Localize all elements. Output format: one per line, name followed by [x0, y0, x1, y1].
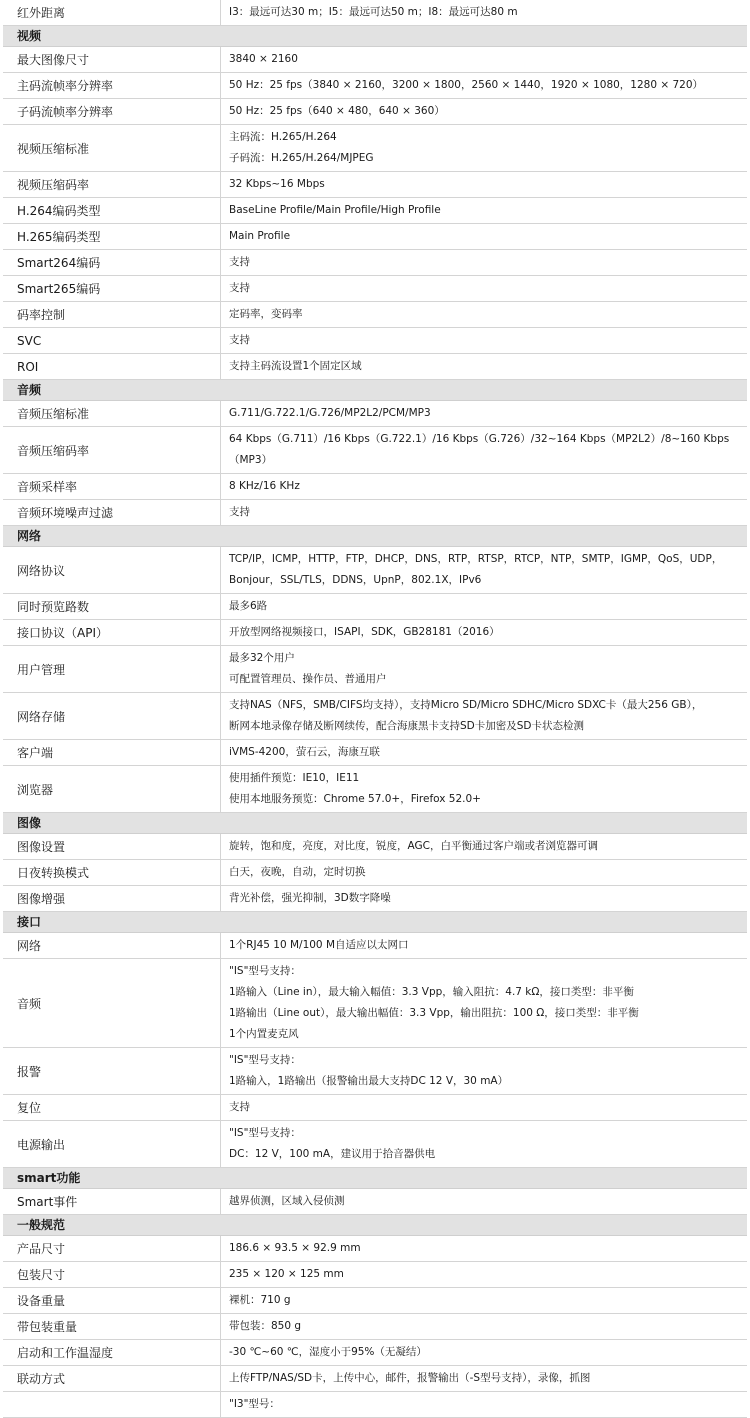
- spec-value-line: 支持主码流设置1个固定区域: [229, 360, 362, 372]
- spec-row: [3, 73, 747, 99]
- spec-label: 用户管理: [3, 646, 221, 692]
- spec-value-line: 最多32个用户: [229, 652, 295, 664]
- spec-row: [3, 474, 747, 500]
- spec-value: [221, 693, 747, 739]
- spec-value-line: 背光补偿，强光抑制，3D数字降噪: [229, 892, 391, 904]
- spec-label: 网络协议: [3, 547, 221, 593]
- spec-value-line: 带包装：850 g: [229, 1320, 302, 1332]
- spec-row: [3, 620, 747, 646]
- spec-label: Smart264编码: [3, 250, 221, 275]
- spec-value-line: 3840 × 2160: [229, 53, 298, 65]
- spec-row: [3, 172, 747, 198]
- spec-value-line: Main Profile: [229, 230, 291, 242]
- spec-value: [221, 99, 747, 124]
- spec-value-line: 旋转，饱和度，亮度，对比度，锐度，AGC，白平衡通过客户端或者浏览器可调: [229, 840, 598, 852]
- spec-value-line: 最多6路: [229, 600, 268, 612]
- spec-row: [3, 886, 747, 912]
- spec-label: 音频压缩码率: [3, 427, 221, 473]
- spec-label: 报警: [3, 1048, 221, 1094]
- spec-value-line: "I3"型号：: [229, 1398, 280, 1410]
- spec-value: [221, 172, 747, 197]
- section-header: 网络: [3, 526, 747, 547]
- spec-value: [221, 0, 747, 25]
- spec-row: [3, 646, 747, 693]
- spec-value: [221, 328, 747, 353]
- spec-label: Smart265编码: [3, 276, 221, 301]
- spec-label: 音频: [3, 959, 221, 1047]
- spec-row: [3, 1262, 747, 1288]
- spec-row: [3, 302, 747, 328]
- spec-label: 子码流帧率分辨率: [3, 99, 221, 124]
- spec-value: [221, 959, 747, 1047]
- spec-label: 音频采样率: [3, 474, 221, 499]
- spec-label: H.264编码类型: [3, 198, 221, 223]
- spec-row: [3, 1392, 747, 1418]
- spec-value-line: DC：12 V，100 mA，建议用于拾音器供电: [229, 1148, 436, 1160]
- section-header: 音频: [3, 380, 747, 401]
- spec-row: [3, 1121, 747, 1168]
- spec-value: [221, 740, 747, 765]
- spec-value-line: 使用本地服务预览：Chrome 57.0+，Firefox 52.0+: [229, 793, 481, 805]
- spec-row: [3, 860, 747, 886]
- spec-label: 启动和工作温湿度: [3, 1340, 221, 1365]
- spec-value-line: 裸机：710 g: [229, 1294, 291, 1306]
- spec-value-line: 支持: [229, 334, 250, 346]
- spec-row: [3, 933, 747, 959]
- spec-value-line: 1路输入，1路输出（报警输出最大支持DC 12 V，30 mA）: [229, 1075, 509, 1087]
- section-header: 视频: [3, 26, 747, 47]
- spec-value-line: 1个RJ45 10 M/100 M自适应以太网口: [229, 939, 409, 951]
- spec-value-line: 开放型网络视频接口，ISAPI，SDK，GB28181（2016）: [229, 626, 500, 638]
- section-header: 接口: [3, 912, 747, 933]
- spec-value: [221, 354, 747, 379]
- spec-value: [221, 1340, 747, 1365]
- spec-label: Smart事件: [3, 1189, 221, 1214]
- spec-value: [221, 1189, 747, 1214]
- spec-label: 音频压缩标准: [3, 401, 221, 426]
- spec-value-line: 1个内置麦克风: [229, 1028, 299, 1040]
- spec-value: [221, 1366, 747, 1391]
- spec-row: [3, 1189, 747, 1215]
- spec-value: [221, 886, 747, 911]
- spec-row: [3, 1288, 747, 1314]
- spec-label: 红外距离: [3, 0, 221, 25]
- spec-label: 视频压缩标准: [3, 125, 221, 171]
- spec-value-line: 支持: [229, 256, 250, 268]
- spec-label: 产品尺寸: [3, 1236, 221, 1261]
- spec-value: [221, 547, 747, 593]
- spec-label: 包装尺寸: [3, 1262, 221, 1287]
- spec-value: [221, 1314, 747, 1339]
- spec-row: [3, 594, 747, 620]
- spec-label: 浏览器: [3, 766, 221, 812]
- spec-label: 带包装重量: [3, 1314, 221, 1339]
- spec-value: [221, 474, 747, 499]
- spec-value-line: 断网本地录像存储及断网续传，配合海康黑卡支持SD卡加密及SD卡状态检测: [229, 720, 584, 732]
- spec-label: 日夜转换模式: [3, 860, 221, 885]
- spec-label: 网络: [3, 933, 221, 958]
- spec-value-line: 定码率，变码率: [229, 308, 303, 320]
- spec-label: 码率控制: [3, 302, 221, 327]
- spec-table: [3, 0, 747, 1418]
- spec-row: [3, 834, 747, 860]
- spec-label: 电源输出: [3, 1121, 221, 1167]
- spec-label: 客户端: [3, 740, 221, 765]
- spec-value-line: 支持: [229, 1101, 250, 1113]
- spec-value-line: 可配置管理员、操作员、普通用户: [229, 673, 387, 685]
- spec-value-line: 主码流：H.265/H.264: [229, 131, 337, 143]
- spec-value: [221, 766, 747, 812]
- section-header: smart功能: [3, 1168, 747, 1189]
- spec-value: [221, 250, 747, 275]
- spec-row: [3, 354, 747, 380]
- spec-row: [3, 693, 747, 740]
- spec-row: [3, 47, 747, 73]
- spec-value: [221, 1236, 747, 1261]
- spec-value-line: 50 Hz：25 fps（3840 × 2160，3200 × 1800，2560 × 1440，1920 × 1080，1280 × 720）: [229, 79, 704, 91]
- section-header: 一般规范: [3, 1215, 747, 1236]
- spec-row: [3, 1314, 747, 1340]
- spec-value-line: -30 ℃~60 ℃，湿度小于95%（无凝结）: [229, 1346, 427, 1358]
- spec-value: [221, 1262, 747, 1287]
- spec-value: [221, 73, 747, 98]
- spec-value-line: 1路输出（Line out），最大输出幅值：3.3 Vpp，输出阻抗：100 Ω，接口类型：非平衡: [229, 1007, 639, 1019]
- spec-label: 同时预览路数: [3, 594, 221, 619]
- spec-value-line: iVMS-4200，萤石云，海康互联: [229, 746, 380, 758]
- spec-row: [3, 500, 747, 526]
- spec-value-line: 上传FTP/NAS/SD卡，上传中心，邮件，报警输出（-S型号支持），录像，抓图: [229, 1372, 591, 1384]
- spec-value: [221, 933, 747, 958]
- section-header: 图像: [3, 813, 747, 834]
- spec-value-line: I3：最远可达30 m；I5：最远可达50 m；I8：最远可达80 m: [229, 6, 518, 18]
- spec-value-line: 支持: [229, 282, 250, 294]
- spec-value-line: 235 × 120 × 125 mm: [229, 1268, 344, 1280]
- spec-value-line: 32 Kbps~16 Mbps: [229, 178, 325, 190]
- spec-label: 网络存储: [3, 693, 221, 739]
- spec-label: 音频环境噪声过滤: [3, 500, 221, 525]
- spec-value: [221, 1392, 747, 1417]
- spec-value: [221, 401, 747, 426]
- spec-value-line: G.711/G.722.1/G.726/MP2L2/PCM/MP3: [229, 407, 431, 419]
- spec-value: [221, 276, 747, 301]
- spec-value-line: 50 Hz：25 fps（640 × 480，640 × 360）: [229, 105, 445, 117]
- spec-value-line: 64 Kbps（G.711）/16 Kbps（G.722.1）/16 Kbps（G.726）/32~164 Kbps（MP2L2）/8~160 Kbps（MP3）: [229, 433, 730, 466]
- spec-row: [3, 427, 747, 474]
- spec-label: 复位: [3, 1095, 221, 1120]
- spec-value-line: 子码流：H.265/H.264/MJPEG: [229, 152, 374, 164]
- spec-label: 最大图像尺寸: [3, 47, 221, 72]
- spec-value: [221, 1288, 747, 1313]
- spec-value: [221, 224, 747, 249]
- spec-value: [221, 860, 747, 885]
- spec-row: [3, 401, 747, 427]
- spec-value: [221, 834, 747, 859]
- spec-label: 接口协议（API）: [3, 620, 221, 645]
- spec-value-line: 白天，夜晚，自动，定时切换: [229, 866, 366, 878]
- spec-value: [221, 47, 747, 72]
- spec-label: 主码流帧率分辨率: [3, 73, 221, 98]
- spec-value-line: 使用插件预览：IE10，IE11: [229, 772, 360, 784]
- spec-row: [3, 1236, 747, 1262]
- spec-value-line: BaseLine Profile/Main Profile/High Profile: [229, 204, 441, 216]
- spec-row: [3, 328, 747, 354]
- spec-label: ROI: [3, 354, 221, 379]
- spec-row: [3, 198, 747, 224]
- spec-value-line: 支持NAS（NFS，SMB/CIFS均支持），支持Micro SD/Micro SDHC/Micro SDXC卡（最大256 GB），: [229, 699, 703, 711]
- spec-label: 设备重量: [3, 1288, 221, 1313]
- spec-label: 联动方式: [3, 1366, 221, 1391]
- spec-value: [221, 1121, 747, 1167]
- spec-value-line: 1路输入（Line in），最大输入幅值：3.3 Vpp，输入阻抗：4.7 kΩ，接口类型：非平衡: [229, 986, 634, 998]
- spec-value: [221, 198, 747, 223]
- spec-row: [3, 276, 747, 302]
- spec-value: [221, 646, 747, 692]
- spec-value-line: "IS"型号支持：: [229, 1054, 301, 1066]
- spec-value: [221, 500, 747, 525]
- spec-label: SVC: [3, 328, 221, 353]
- spec-value-line: "IS"型号支持：: [229, 1127, 301, 1139]
- spec-value: [221, 427, 747, 473]
- spec-value-line: TCP/IP，ICMP，HTTP，FTP，DHCP，DNS，RTP，RTSP，RTCP，NTP，SMTP，IGMP，QoS，UDP，Bonjour，SSL/TLS，DDNS，UpnP，802.1X，IPv6: [229, 553, 723, 586]
- spec-value-line: 支持: [229, 506, 250, 518]
- spec-value: [221, 302, 747, 327]
- spec-value-line: 越界侦测，区域入侵侦测: [229, 1195, 345, 1207]
- spec-value-line: "IS"型号支持：: [229, 965, 301, 977]
- spec-value-line: 8 KHz/16 KHz: [229, 480, 300, 492]
- spec-row: [3, 1340, 747, 1366]
- spec-value: [221, 1095, 747, 1120]
- spec-row: [3, 740, 747, 766]
- spec-value-line: 186.6 × 93.5 × 92.9 mm: [229, 1242, 361, 1254]
- spec-label: [3, 1392, 221, 1417]
- spec-label: H.265编码类型: [3, 224, 221, 249]
- spec-row: [3, 1095, 747, 1121]
- spec-row: [3, 0, 747, 26]
- spec-row: [3, 1048, 747, 1095]
- spec-row: [3, 766, 747, 813]
- spec-value: [221, 1048, 747, 1094]
- spec-row: [3, 547, 747, 594]
- spec-row: [3, 99, 747, 125]
- spec-value: [221, 125, 747, 171]
- spec-row: [3, 250, 747, 276]
- spec-label: 图像设置: [3, 834, 221, 859]
- spec-value: [221, 594, 747, 619]
- spec-value: [221, 620, 747, 645]
- spec-row: [3, 1366, 747, 1392]
- spec-label: 图像增强: [3, 886, 221, 911]
- spec-row: [3, 224, 747, 250]
- spec-row: [3, 959, 747, 1048]
- spec-label: 视频压缩码率: [3, 172, 221, 197]
- spec-row: [3, 125, 747, 172]
